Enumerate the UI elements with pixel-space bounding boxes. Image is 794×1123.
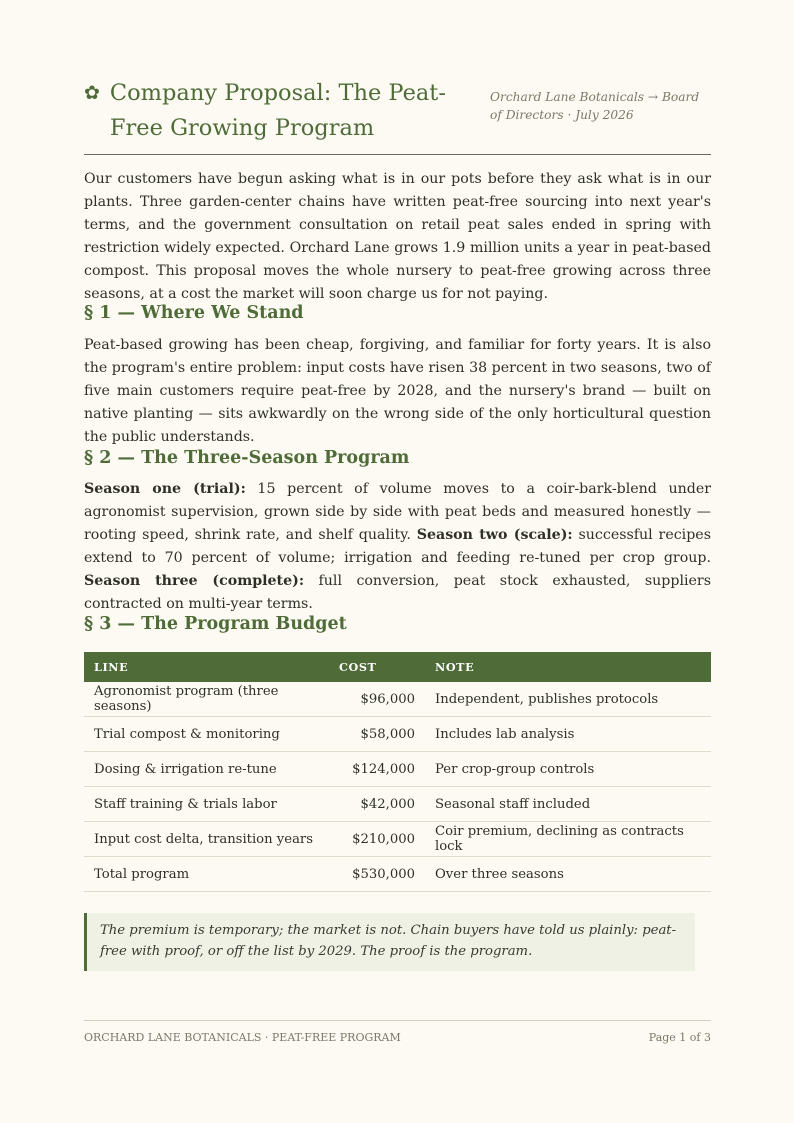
row-cost: $124,000 [329,752,425,787]
row-cost: $58,000 [329,717,425,752]
document-header [84,0,711,155]
season-2-text: successful recipes extend to 70 percent of volume; irrigation and feeding re-tuned per crop group. [84,527,711,566]
title-block [84,76,484,146]
section-2-body [84,478,711,616]
season-2-label: Season two (scale): [416,527,573,543]
row-line: Total program [84,857,329,892]
table-row [84,717,711,752]
section-1-heading: § 1 — Where We Stand [84,303,304,323]
page-footer [84,1020,711,1044]
section-1-body: Peat-based growing has been cheap, forgiving, and familiar for forty years. It is also the program's entire problem: input costs have risen 38 percent in two seasons, two of five main customers require peat-free by 2028, and the nursery's brand — built on native planting — sits awkwardly on the wrong side of the only horticultural question the public understands. [84,337,711,445]
table-total-row [84,857,711,892]
pull-quote: The premium is temporary; the market is not. Chain buyers have told us plainly: peat-free with proof, or off the list by 2029. The proof is the program. [84,913,695,971]
table-header-row [84,652,711,682]
budget-table [84,652,711,892]
row-line: Dosing & irrigation re-tune [84,752,329,787]
document-page [84,0,712,1044]
row-note: Per crop-group controls [425,752,711,787]
page-number: Page 1 of 3 [648,1031,711,1044]
row-cost: $530,000 [329,857,425,892]
row-cost: $42,000 [329,787,425,822]
table-row [84,682,711,717]
column-header-cost: COST [329,652,425,682]
flower-icon: ✿ [84,82,100,104]
row-line: Input cost delta, transition years [84,822,329,857]
section-2-heading: § 2 — The Three-Season Program [84,448,410,468]
row-note: Coir premium, declining as contracts lock [425,822,711,857]
row-cost: $96,000 [329,682,425,717]
season-3-label: Season three (complete): [84,573,305,589]
column-header-line: LINE [84,652,329,682]
column-header-note: NOTE [425,652,711,682]
row-line: Trial compost & monitoring [84,717,329,752]
row-note: Independent, publishes protocols [425,682,711,717]
section-3-heading: § 3 — The Program Budget [84,614,347,634]
row-note: Includes lab analysis [425,717,711,752]
season-1-label: Season one (trial): [84,481,246,497]
row-note: Seasonal staff included [425,787,711,822]
row-line: Agronomist program (three seasons) [84,682,329,717]
season-1-text: 15 percent of volume moves to a coir-bark-blend under agronomist supervision, grown side by side with peat beds and measured honestly — rooting speed, shrink rate, and shelf quality. [84,481,712,543]
row-cost: $210,000 [329,822,425,857]
document-meta: Orchard Lane Botanicals → Board of Directors · July 2026 [490,90,700,122]
intro-paragraph: Our customers have begun asking what is in our pots before they ask what is in our plants. Three garden-center chains have written peat-free sourcing into next year's terms, and the government consultation on retail peat sales ended in spring with restriction widely expected. Orchard Lane grows 1.9 million units a year in peat-based compost. This proposal moves the whole nursery to peat-free growing across three seasons, at a cost the market will soon charge us for not paying. [84,171,711,302]
row-line: Staff training & trials labor [84,787,329,822]
footer-left: ORCHARD LANE BOTANICALS · PEAT-FREE PROGRAM [84,1031,401,1044]
row-note: Over three seasons [425,857,711,892]
table-row [84,787,711,822]
page-title: Company Proposal: The Peat-Free Growing Program [109,80,446,141]
table-row [84,822,711,857]
table-row [84,752,711,787]
season-3-text: full conversion, peat stock exhausted, suppliers contracted on multi-year terms. [84,573,711,612]
